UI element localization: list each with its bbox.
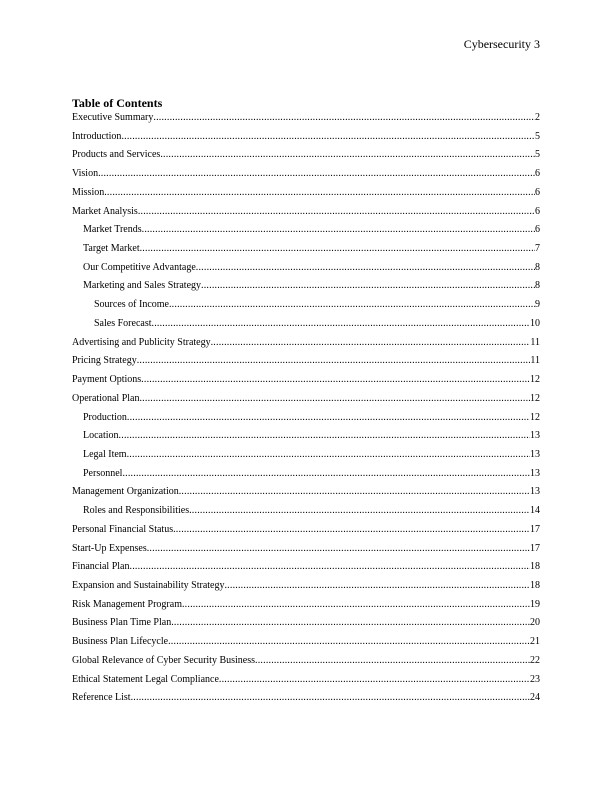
running-head: Cybersecurity 3: [463, 37, 540, 51]
toc-entry[interactable]: [72, 111, 540, 130]
toc-entry[interactable]: [72, 411, 540, 430]
toc-entry-page-number: 12: [530, 392, 540, 404]
toc-entry-page-number: 22: [530, 654, 540, 666]
toc-entry-title: Global Relevance of Cyber Security Business: [72, 654, 256, 666]
toc-entry-title: Pricing Strategy: [72, 355, 137, 367]
toc-entry[interactable]: [72, 317, 540, 336]
toc-dot-leader: [139, 392, 530, 406]
toc-entry-title: Target Market: [83, 243, 140, 255]
toc-entry-title: Personal Financial Status: [72, 523, 174, 535]
toc-dot-leader: [219, 673, 530, 687]
toc-entry[interactable]: [72, 392, 540, 411]
toc-entry-title: Management Organization: [72, 486, 179, 498]
toc-dot-leader: [138, 205, 535, 219]
toc-heading: Table of Contents: [72, 96, 163, 110]
toc-entry-title: Reference List: [72, 692, 131, 704]
toc-entry-title: Our Competitive Advantage: [83, 261, 196, 273]
toc-dot-leader: [201, 279, 535, 293]
toc-entry-title: Payment Options: [72, 374, 142, 386]
toc-entry-title: Roles and Responsibilities: [83, 505, 190, 517]
toc-entry-title: Personnel: [83, 467, 123, 479]
toc-entry-page-number: 18: [530, 561, 540, 573]
toc-entry[interactable]: [72, 485, 540, 504]
toc-dot-leader: [196, 261, 535, 275]
toc-entry-title: Executive Summary: [72, 112, 154, 123]
toc-entry-title: Start-Up Expenses: [72, 542, 147, 554]
toc-dot-leader: [127, 448, 530, 462]
toc-entry-title: Operational Plan: [72, 392, 140, 404]
toc-entry-page-number: 8: [535, 280, 540, 292]
toc-dot-leader: [130, 560, 531, 574]
toc-dot-leader: [104, 186, 535, 200]
toc-entry[interactable]: [72, 354, 540, 373]
toc-dot-leader: [211, 336, 531, 350]
toc-entry-title: Sources of Income: [94, 299, 169, 311]
toc-entry-title: Business Plan Lifecycle: [72, 636, 169, 648]
toc-entry-page-number: 23: [530, 673, 540, 685]
toc-entry[interactable]: [72, 298, 540, 317]
toc-entry[interactable]: [72, 504, 540, 523]
toc-entry-title: Production: [83, 411, 127, 423]
toc-entry-page-number: 11: [530, 336, 540, 348]
toc-dot-leader: [119, 429, 530, 443]
toc-entry[interactable]: [72, 186, 540, 205]
toc-entry[interactable]: [72, 223, 540, 242]
toc-entry[interactable]: [72, 373, 540, 392]
toc-entry-title: Business Plan Time Plan: [72, 617, 172, 629]
toc-list: [72, 111, 540, 710]
toc-entry[interactable]: [72, 560, 540, 579]
toc-entry-title: Products and Services: [72, 149, 161, 161]
toc-entry-page-number: 7: [535, 243, 540, 255]
toc-dot-leader: [121, 130, 535, 144]
toc-dot-leader: [189, 504, 530, 518]
toc-entry-title: Market Analysis: [72, 205, 138, 217]
toc-dot-leader: [182, 598, 530, 612]
toc-entry[interactable]: [72, 261, 540, 280]
toc-entry-page-number: 13: [530, 486, 540, 498]
toc-entry[interactable]: [72, 336, 540, 355]
toc-dot-leader: [255, 654, 530, 668]
toc-entry-page-number: 20: [530, 617, 540, 629]
toc-entry-page-number: 9: [535, 299, 540, 311]
toc-entry-page-number: 19: [530, 598, 540, 610]
toc-entry-title: Vision: [72, 168, 99, 180]
toc-entry[interactable]: [72, 691, 540, 710]
toc-dot-leader: [140, 242, 535, 256]
toc-entry[interactable]: [72, 429, 540, 448]
toc-dot-leader: [169, 298, 535, 312]
toc-entry[interactable]: [72, 242, 540, 261]
toc-entry-page-number: 10: [530, 317, 540, 329]
toc-dot-leader: [179, 485, 530, 499]
toc-entry-page-number: 11: [530, 355, 540, 367]
toc-dot-leader: [152, 317, 531, 331]
toc-entry-page-number: 6: [535, 224, 540, 236]
toc-entry-page-number: 24: [530, 692, 540, 704]
toc-entry-title: Ethical Statement Legal Compliance: [72, 673, 219, 685]
toc-entry[interactable]: [72, 542, 540, 561]
toc-dot-leader: [224, 579, 530, 593]
toc-entry-title: Risk Management Program: [72, 598, 182, 610]
toc-entry-page-number: 6: [535, 205, 540, 217]
toc-entry[interactable]: [72, 635, 540, 654]
toc-entry-title: Expansion and Sustainability Strategy: [72, 579, 225, 591]
toc-entry-title: Marketing and Sales Strategy: [83, 280, 202, 292]
toc-entry-title: Introduction: [72, 130, 122, 142]
toc-entry-page-number: 6: [535, 186, 540, 198]
toc-entry-page-number: 14: [530, 505, 540, 517]
toc-entry[interactable]: [72, 167, 540, 186]
toc-entry-page-number: 6: [535, 168, 540, 180]
toc-entry-title: Financial Plan: [72, 561, 130, 573]
toc-entry-page-number: 5: [535, 149, 540, 161]
toc-entry-page-number: 21: [530, 636, 540, 648]
toc-dot-leader: [122, 467, 530, 481]
toc-dot-leader: [141, 373, 530, 387]
toc-entry-page-number: 8: [535, 261, 540, 273]
toc-entry-title: Advertising and Publicity Strategy: [72, 336, 211, 348]
toc-entry-title: Market Trends: [83, 224, 142, 236]
toc-dot-leader: [142, 223, 535, 237]
toc-entry[interactable]: [72, 205, 540, 224]
toc-entry[interactable]: [72, 579, 540, 598]
toc-entry-title: Mission: [72, 186, 105, 198]
toc-entry-page-number: 17: [530, 542, 540, 554]
toc-entry[interactable]: [72, 616, 540, 635]
toc-entry-page-number: 13: [530, 467, 540, 479]
toc-dot-leader: [137, 354, 531, 368]
toc-entry[interactable]: [72, 523, 540, 542]
toc-entry-page-number: 13: [530, 448, 540, 460]
toc-entry[interactable]: [72, 130, 540, 149]
toc-entry-title: Sales Forecast: [94, 317, 152, 329]
toc-dot-leader: [171, 616, 530, 630]
toc-entry-page-number: 13: [530, 430, 540, 442]
toc-entry-page-number: 2: [535, 112, 540, 123]
toc-entry-page-number: 12: [530, 374, 540, 386]
toc-dot-leader: [153, 111, 535, 125]
toc-dot-leader: [168, 635, 530, 649]
toc-entry-page-number: 5: [535, 130, 540, 142]
toc-entry-title: Legal Item: [83, 448, 127, 460]
toc-entry-page-number: 17: [530, 523, 540, 535]
toc-dot-leader: [173, 523, 530, 537]
toc-entry[interactable]: [72, 598, 540, 617]
toc-entry[interactable]: [72, 467, 540, 486]
toc-entry[interactable]: [72, 448, 540, 467]
toc-entry[interactable]: [72, 673, 540, 692]
toc-entry[interactable]: [72, 148, 540, 167]
toc-entry-title: Location: [83, 430, 119, 442]
toc-dot-leader: [131, 691, 530, 705]
toc-entry[interactable]: [72, 279, 540, 298]
toc-entry-page-number: 12: [530, 411, 540, 423]
toc-dot-leader: [160, 148, 535, 162]
toc-dot-leader: [127, 411, 530, 425]
toc-entry[interactable]: [72, 654, 540, 673]
toc-entry-page-number: 18: [530, 579, 540, 591]
toc-dot-leader: [98, 167, 535, 181]
toc-dot-leader: [147, 542, 530, 556]
